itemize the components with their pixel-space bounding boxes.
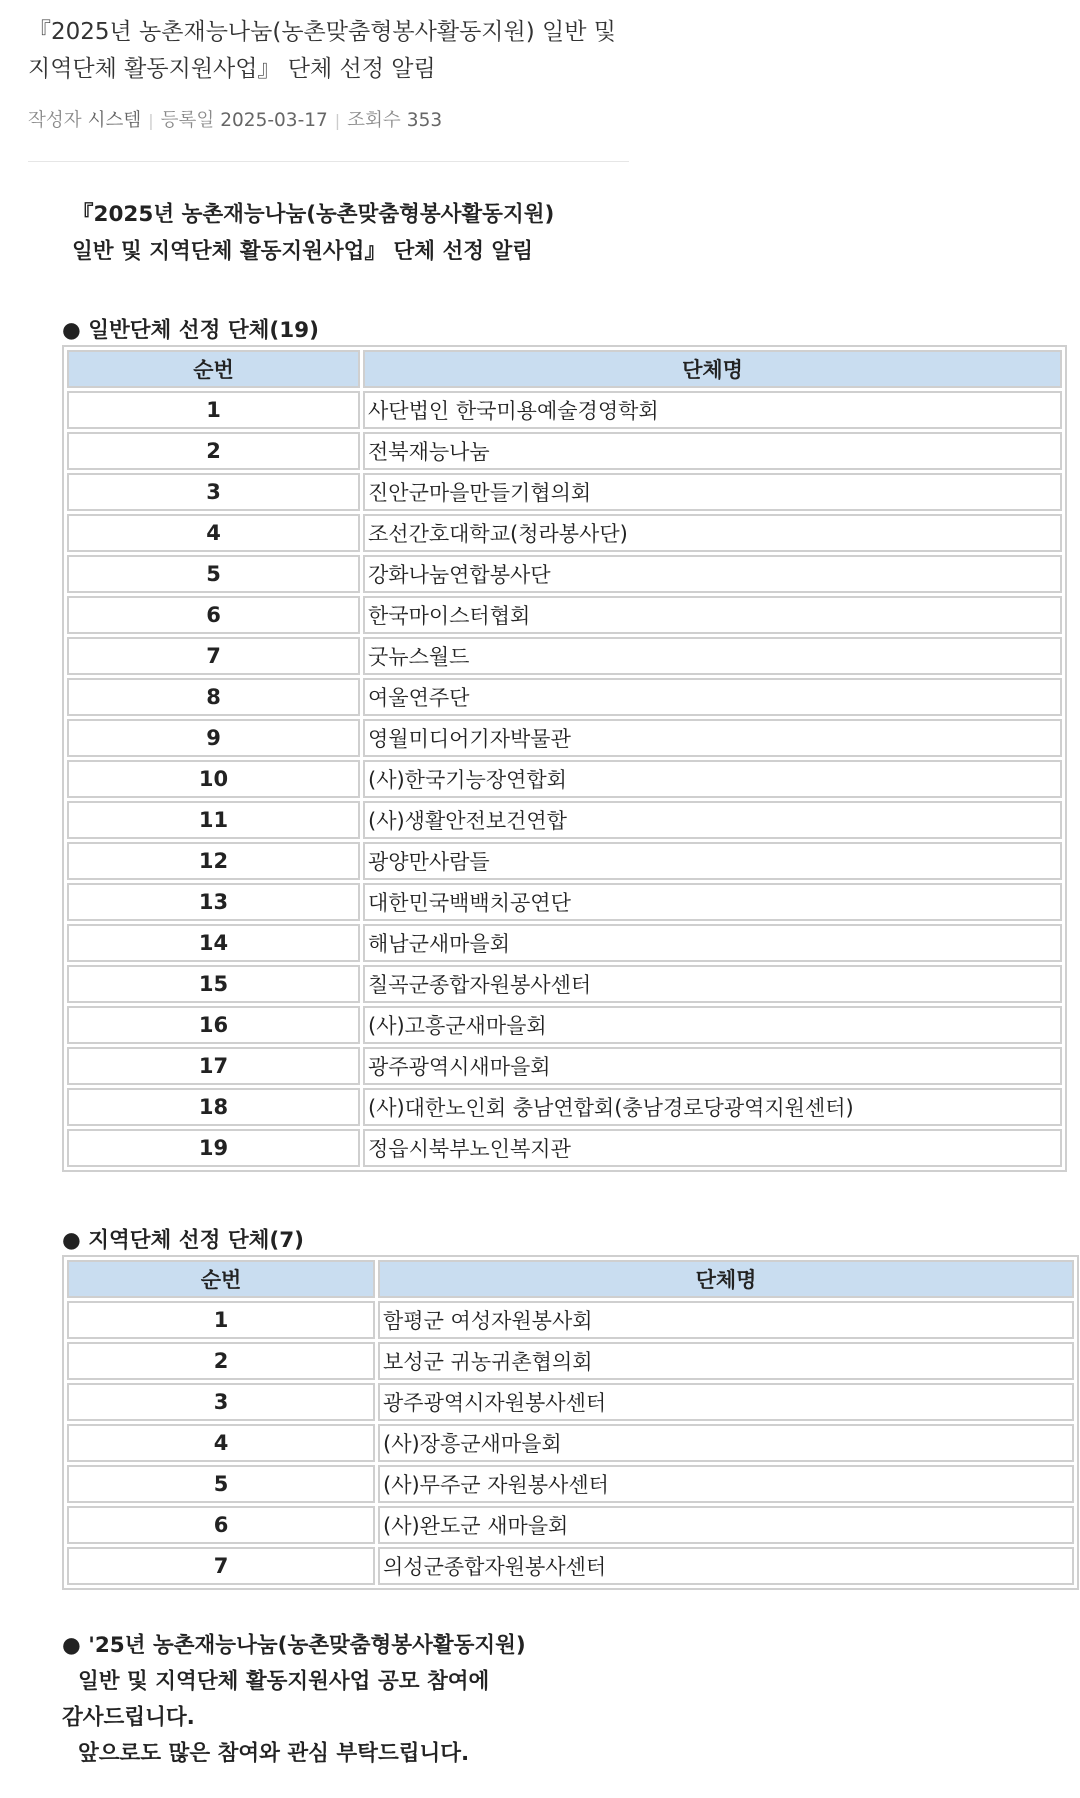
- table-row: [67, 637, 1062, 675]
- row-number: 5: [67, 555, 360, 593]
- table-row: [67, 1129, 1062, 1167]
- table-header-row: [67, 1260, 1074, 1298]
- row-number: 18: [67, 1088, 360, 1126]
- table-row: [67, 1342, 1074, 1380]
- row-number: 14: [67, 924, 360, 962]
- row-number: 7: [67, 637, 360, 675]
- row-number: 4: [67, 514, 360, 552]
- author-value: 시스템: [87, 110, 142, 131]
- group-name: 함평군 여성자원봉사회: [378, 1301, 1074, 1339]
- column-header-name: 단체명: [378, 1260, 1074, 1298]
- table-row: [67, 801, 1062, 839]
- row-number: 19: [67, 1129, 360, 1167]
- table-row: [67, 1465, 1074, 1503]
- table-row: [67, 1383, 1074, 1421]
- row-number: 5: [67, 1465, 375, 1503]
- row-number: 15: [67, 965, 360, 1003]
- group-name: 전북재능나눔: [363, 432, 1062, 470]
- group-name: 사단법인 한국미용예술경영학회: [363, 391, 1062, 429]
- group-name: (사)대한노인회 충남연합회(충남경로당광역지원센터): [363, 1088, 1062, 1126]
- table-header-row: [67, 350, 1062, 388]
- author-label: 작성자: [28, 110, 82, 131]
- general-groups-table: [62, 345, 1067, 1172]
- row-number: 3: [67, 473, 360, 511]
- content-heading-line-1: 『2025년 농촌재능나눔(농촌맞춤형봉사활동지원): [72, 202, 555, 227]
- post-meta: [28, 106, 442, 132]
- group-name: 광주광역시자원봉사센터: [378, 1383, 1074, 1421]
- row-number: 2: [67, 432, 360, 470]
- table-row: [67, 883, 1062, 921]
- group-name: (사)고흥군새마을회: [363, 1006, 1062, 1044]
- row-number: 13: [67, 883, 360, 921]
- table-row: [67, 1047, 1062, 1085]
- group-name: 한국마이스터협회: [363, 596, 1062, 634]
- row-number: 6: [67, 596, 360, 634]
- table-row: [67, 555, 1062, 593]
- table-row: [67, 842, 1062, 880]
- group-name: 강화나눔연합봉사단: [363, 555, 1062, 593]
- group-name: (사)완도군 새마을회: [378, 1506, 1074, 1544]
- row-number: 1: [67, 1301, 375, 1339]
- group-name: 칠곡군종합자원봉사센터: [363, 965, 1062, 1003]
- table-row: [67, 1301, 1074, 1339]
- group-name: 대한민국백백치공연단: [363, 883, 1062, 921]
- post-title-line-1: 『2025년 농촌재능나눔(농촌맞춤형봉사활동지원) 일반 및: [28, 19, 616, 45]
- table-row: [67, 760, 1062, 798]
- column-header-number: 순번: [67, 350, 360, 388]
- group-name: 의성군종합자원봉사센터: [378, 1547, 1074, 1585]
- table-row: [67, 432, 1062, 470]
- group-name: 영월미디어기자박물관: [363, 719, 1062, 757]
- group-name: 조선간호대학교(청라봉사단): [363, 514, 1062, 552]
- meta-separator: |: [148, 111, 154, 130]
- table-row: [67, 514, 1062, 552]
- row-number: 9: [67, 719, 360, 757]
- post-title: [28, 14, 628, 88]
- general-section-title: ● 일반단체 선정 단체(19): [62, 318, 319, 343]
- table-row: [67, 1088, 1062, 1126]
- row-number: 12: [67, 842, 360, 880]
- closing-line-3: 감사드립니다.: [62, 1705, 195, 1730]
- table-row: [67, 678, 1062, 716]
- date-value: 2025-03-17: [220, 110, 328, 131]
- group-name: (사)장흥군새마을회: [378, 1424, 1074, 1462]
- table-row: [67, 1547, 1074, 1585]
- date-label: 등록일: [160, 110, 215, 131]
- closing-message: [62, 1628, 526, 1772]
- table-row: [67, 473, 1062, 511]
- group-name: 광양만사람들: [363, 842, 1062, 880]
- regional-groups-table: [62, 1255, 1079, 1590]
- meta-separator: |: [334, 111, 341, 130]
- table-row: [67, 1424, 1074, 1462]
- group-name: (사)한국기능장연합회: [363, 760, 1062, 798]
- row-number: 2: [67, 1342, 375, 1380]
- row-number: 6: [67, 1506, 375, 1544]
- row-number: 16: [67, 1006, 360, 1044]
- table-row: [67, 391, 1062, 429]
- column-header-number: 순번: [67, 1260, 375, 1298]
- table-row: [67, 1006, 1062, 1044]
- views-value: 353: [406, 110, 443, 131]
- row-number: 11: [67, 801, 360, 839]
- row-number: 1: [67, 391, 360, 429]
- closing-line-2: 일반 및 지역단체 활동지원사업 공모 참여에: [78, 1669, 490, 1694]
- table-row: [67, 924, 1062, 962]
- table-row: [67, 965, 1062, 1003]
- table-row: [67, 596, 1062, 634]
- row-number: 10: [67, 760, 360, 798]
- group-name: 굿뉴스월드: [363, 637, 1062, 675]
- group-name: 정읍시북부노인복지관: [363, 1129, 1062, 1167]
- closing-line-4: 앞으로도 많은 참여와 관심 부탁드립니다.: [78, 1741, 470, 1766]
- views-label: 조회수: [347, 110, 401, 131]
- group-name: 보성군 귀농귀촌협의회: [378, 1342, 1074, 1380]
- group-name: 해남군새마을회: [363, 924, 1062, 962]
- content-heading: [72, 196, 554, 270]
- row-number: 8: [67, 678, 360, 716]
- post-title-line-2: 지역단체 활동지원사업』 단체 선정 알림: [28, 56, 436, 82]
- table-row: [67, 1506, 1074, 1544]
- row-number: 4: [67, 1424, 375, 1462]
- content-heading-line-2: 일반 및 지역단체 활동지원사업』 단체 선정 알림: [72, 239, 534, 264]
- row-number: 3: [67, 1383, 375, 1421]
- row-number: 7: [67, 1547, 375, 1585]
- row-number: 17: [67, 1047, 360, 1085]
- title-divider: [28, 161, 629, 162]
- group-name: (사)생활안전보건연합: [363, 801, 1062, 839]
- column-header-name: 단체명: [363, 350, 1062, 388]
- table-row: [67, 719, 1062, 757]
- group-name: 광주광역시새마을회: [363, 1047, 1062, 1085]
- regional-section-title: ● 지역단체 선정 단체(7): [62, 1228, 304, 1253]
- group-name: 여울연주단: [363, 678, 1062, 716]
- group-name: 진안군마을만들기협의회: [363, 473, 1062, 511]
- closing-line-1: ● '25년 농촌재능나눔(농촌맞춤형봉사활동지원): [62, 1633, 526, 1658]
- group-name: (사)무주군 자원봉사센터: [378, 1465, 1074, 1503]
